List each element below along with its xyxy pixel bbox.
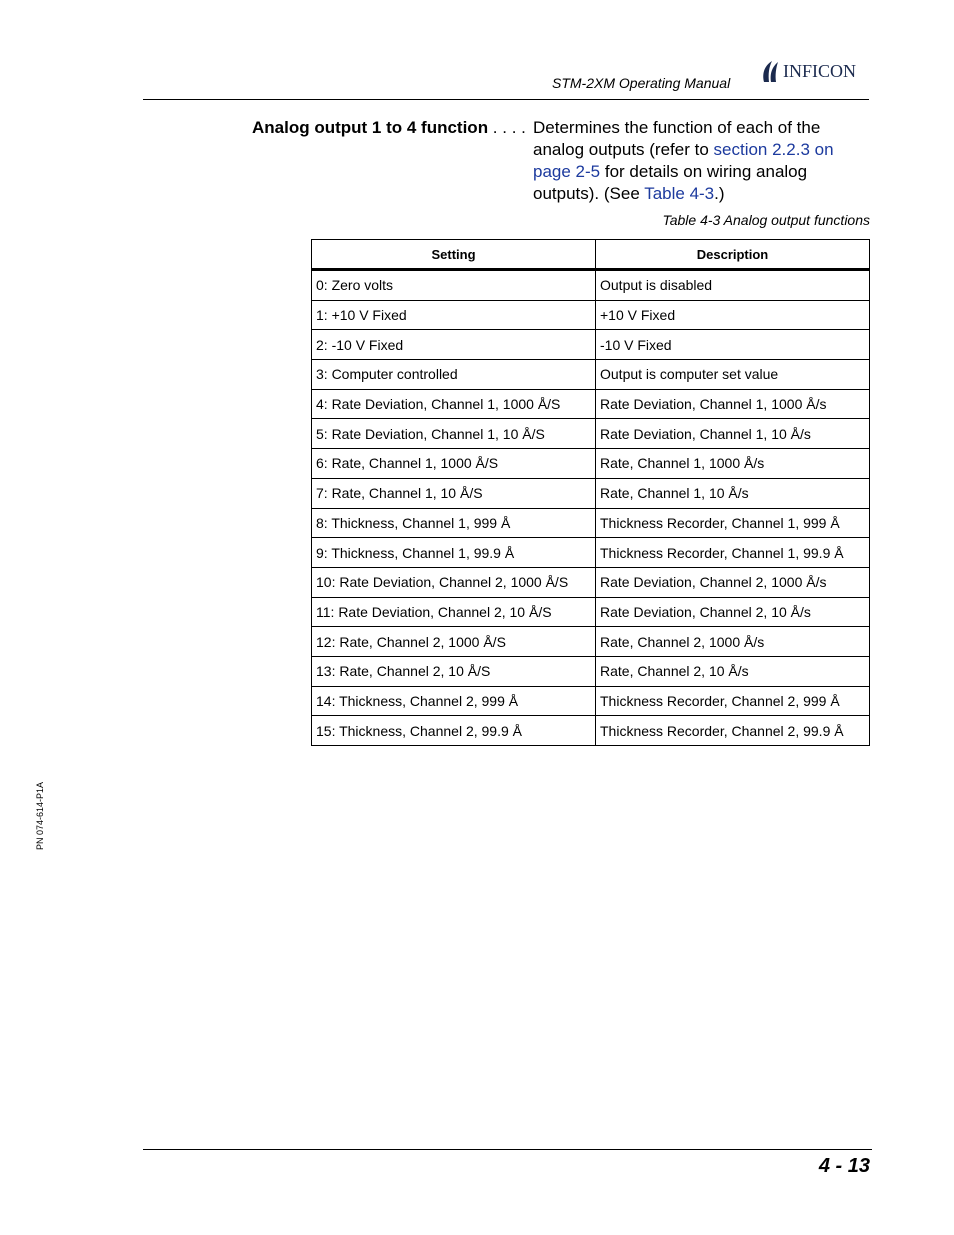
part-number-note: PN 074-614-P1A: [35, 781, 45, 850]
setting-cell: 13: Rate, Channel 2, 10 Å/S: [312, 656, 596, 686]
setting-cell: 1: +10 V Fixed: [312, 300, 596, 330]
table-row: [312, 508, 870, 538]
parameter-term: [252, 117, 531, 139]
description-cell: +10 V Fixed: [596, 300, 870, 330]
description-cell: Rate Deviation, Channel 1, 1000 Å/s: [596, 389, 870, 419]
table-row: [312, 538, 870, 568]
setting-cell: 4: Rate Deviation, Channel 1, 1000 Å/S: [312, 389, 596, 419]
table-row: [312, 330, 870, 360]
table-caption: Table 4-3 Analog output functions: [662, 212, 870, 228]
setting-cell: 5: Rate Deviation, Channel 1, 10 Å/S: [312, 419, 596, 449]
description-cell: Rate Deviation, Channel 1, 10 Å/s: [596, 419, 870, 449]
setting-cell: 15: Thickness, Channel 2, 99.9 Å: [312, 716, 596, 746]
column-header-description: Description: [596, 240, 870, 270]
table-row: [312, 716, 870, 746]
definition-text: Determines the function of each of the analog outputs (refer to: [533, 118, 821, 159]
section-link[interactable]: section 2.2.3 on page 2-5: [533, 140, 834, 181]
dot-leader: . . . .: [488, 118, 531, 137]
description-cell: Output is disabled: [596, 270, 870, 301]
description-cell: Thickness Recorder, Channel 2, 99.9 Å: [596, 716, 870, 746]
description-cell: Rate, Channel 2, 1000 Å/s: [596, 627, 870, 657]
setting-cell: 6: Rate, Channel 1, 1000 Å/S: [312, 449, 596, 479]
table-row: [312, 419, 870, 449]
inficon-logo: [760, 58, 872, 84]
column-header-setting: Setting: [312, 240, 596, 270]
logo-wordmark: INFICON: [783, 61, 857, 81]
description-cell: Thickness Recorder, Channel 1, 999 Å: [596, 508, 870, 538]
inficon-mark-icon: [760, 58, 782, 84]
description-cell: Thickness Recorder, Channel 2, 999 Å: [596, 686, 870, 716]
table-row: [312, 449, 870, 479]
table-row: [312, 656, 870, 686]
footer-rule: [143, 1149, 872, 1150]
parameter-definition: [533, 117, 853, 205]
description-cell: Rate, Channel 2, 10 Å/s: [596, 656, 870, 686]
table-body: [312, 270, 870, 746]
table-row: [312, 686, 870, 716]
setting-cell: 7: Rate, Channel 1, 10 Å/S: [312, 478, 596, 508]
setting-cell: 0: Zero volts: [312, 270, 596, 301]
definition-text: for details on wiring analog outputs). (See: [533, 162, 808, 203]
table-link[interactable]: Table 4-3: [644, 184, 715, 203]
setting-cell: 9: Thickness, Channel 1, 99.9 Å: [312, 538, 596, 568]
table-row: [312, 270, 870, 301]
table-row: [312, 627, 870, 657]
table-row: [312, 389, 870, 419]
header-rule: [143, 99, 869, 100]
setting-cell: 3: Computer controlled: [312, 360, 596, 390]
description-cell: Rate Deviation, Channel 2, 1000 Å/s: [596, 567, 870, 597]
description-cell: Output is computer set value: [596, 360, 870, 390]
parameter-name: Analog output 1 to 4 function: [252, 118, 489, 137]
setting-cell: 10: Rate Deviation, Channel 2, 1000 Å/S: [312, 567, 596, 597]
description-cell: Rate, Channel 1, 1000 Å/s: [596, 449, 870, 479]
running-header-title: STM-2XM Operating Manual: [552, 75, 731, 91]
description-cell: Rate Deviation, Channel 2, 10 Å/s: [596, 597, 870, 627]
setting-cell: 11: Rate Deviation, Channel 2, 10 Å/S: [312, 597, 596, 627]
table-header-row: [312, 240, 870, 270]
setting-cell: 8: Thickness, Channel 1, 999 Å: [312, 508, 596, 538]
table-row: [312, 567, 870, 597]
table-row: [312, 300, 870, 330]
table-row: [312, 478, 870, 508]
table-row: [312, 597, 870, 627]
description-cell: Rate, Channel 1, 10 Å/s: [596, 478, 870, 508]
table-row: [312, 360, 870, 390]
description-cell: -10 V Fixed: [596, 330, 870, 360]
page-number: 4 - 13: [818, 1155, 870, 1177]
definition-text: .): [714, 184, 725, 203]
setting-cell: 12: Rate, Channel 2, 1000 Å/S: [312, 627, 596, 657]
analog-output-table: [311, 239, 870, 746]
setting-cell: 2: -10 V Fixed: [312, 330, 596, 360]
description-cell: Thickness Recorder, Channel 1, 99.9 Å: [596, 538, 870, 568]
setting-cell: 14: Thickness, Channel 2, 999 Å: [312, 686, 596, 716]
